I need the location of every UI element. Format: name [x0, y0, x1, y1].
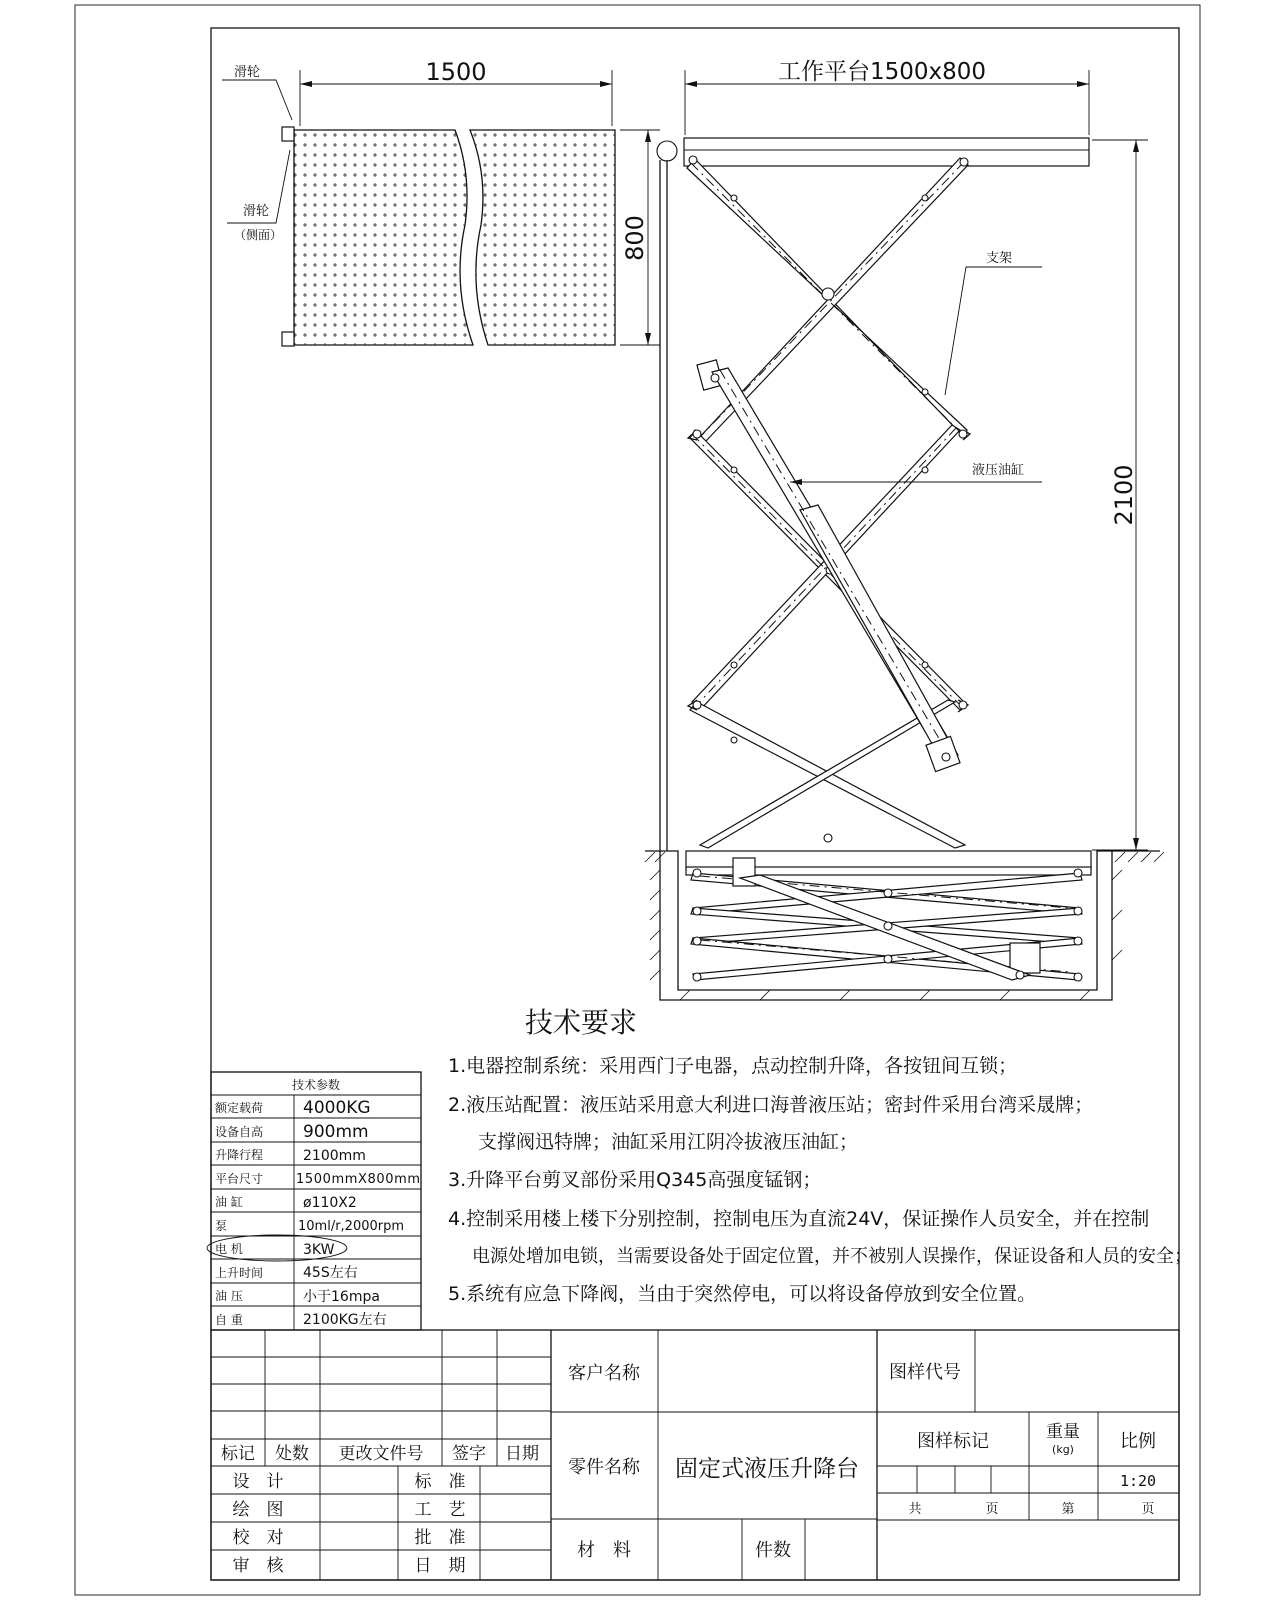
param-value-4: ø110X2 — [303, 1195, 357, 1211]
platform-left-half — [294, 130, 473, 345]
tech-line-2: 2.液压站配置：液压站采用意大利进口海普液压站；密封件采用台湾采晟牌； — [448, 1094, 1094, 1116]
param-label-1: 设备自高 — [215, 1125, 264, 1139]
tech-line-6: 电源处增加电锁，当需要设备处于固定位置，并不被别人误操作，保证设备和人员的安全； — [472, 1246, 1192, 1267]
plan-view — [222, 58, 660, 346]
sheet-label: 页 — [985, 1502, 999, 1517]
params-table — [207, 1072, 421, 1330]
role-right-3: 日 期 — [414, 1556, 466, 1576]
param-label-2: 升降行程 — [215, 1148, 264, 1162]
param-label-0: 额定载荷 — [215, 1101, 264, 1115]
quantity-label: 件数 — [755, 1540, 791, 1561]
weight-label: 重量 — [1046, 1422, 1080, 1442]
wheel-bottom — [282, 332, 294, 346]
tech-title: 技术要求 — [525, 1006, 638, 1039]
page-unit: 页 — [1141, 1502, 1155, 1517]
tech-line-3: 支撑阀迅特牌；油缸采用江阴冷拔液压油缸； — [478, 1131, 859, 1153]
dim-2100: 2100 — [1110, 464, 1138, 526]
param-value-5: 10ml/r,2000rpm — [298, 1219, 405, 1234]
dim-1500: 1500 — [425, 58, 487, 86]
customer-label: 客户名称 — [568, 1363, 640, 1384]
param-label-9: 自 重 — [215, 1313, 243, 1327]
param-label-8: 油 压 — [215, 1289, 243, 1303]
guide-wheel — [657, 141, 677, 161]
part-label: 零件名称 — [568, 1457, 640, 1478]
tech-line-7: 5.系统有应急下降阀，当由于突然停电，可以将设备停放到安全位置。 — [448, 1283, 1037, 1305]
part-name: 固定式液压升降台 — [675, 1456, 859, 1482]
drawing-mark-label: 图样标记 — [917, 1431, 989, 1452]
param-value-7: 45S左右 — [303, 1265, 358, 1281]
param-value-8: 小于16mpa — [303, 1289, 380, 1305]
title-block — [211, 1330, 1179, 1580]
material-label: 材 料 — [577, 1540, 631, 1561]
tech-line-5: 4.控制采用楼上楼下分别控制，控制电压为直流24V，保证操作人员安全，并在控制 — [448, 1208, 1150, 1230]
rev-header-4: 日期 — [505, 1444, 539, 1464]
role-left-1: 绘 图 — [232, 1500, 284, 1520]
tech-requirements — [448, 1006, 1192, 1305]
drawing-no-label: 图样代号 — [889, 1362, 961, 1383]
param-label-7: 上升时间 — [215, 1266, 264, 1280]
role-left-3: 审 核 — [232, 1556, 284, 1576]
param-label-3: 平台尺寸 — [215, 1172, 264, 1186]
role-right-0: 标 准 — [414, 1472, 466, 1492]
scale-label: 比例 — [1120, 1431, 1156, 1452]
work-platform — [684, 138, 1089, 166]
hydraulic-cylinder — [697, 360, 960, 772]
rev-header-3: 签字 — [452, 1444, 486, 1464]
rev-header-1: 处数 — [275, 1444, 309, 1464]
tech-line-1: 1.电器控制系统：采用西门子电器，点动控制升降，各按钮间互锁； — [448, 1055, 1018, 1077]
param-value-0: 4000KG — [303, 1098, 371, 1118]
param-value-6: 3KW — [303, 1242, 335, 1258]
cylinder-label: 液压油缸 — [972, 463, 1025, 478]
param-value-9: 2100KG左右 — [303, 1312, 387, 1328]
total-label: 共 — [908, 1502, 922, 1517]
param-label-6: 电 机 — [215, 1242, 243, 1256]
weight-unit: (kg) — [1052, 1443, 1074, 1456]
support-label: 支架 — [986, 251, 1013, 266]
pivot-pins — [689, 156, 968, 842]
dim-platform: 工作平台1500x800 — [777, 59, 987, 85]
param-label-5: 泵 — [215, 1219, 228, 1233]
page-label: 第 — [1061, 1502, 1075, 1517]
role-right-1: 工 艺 — [414, 1500, 466, 1520]
side-wheel-note: （侧面） — [234, 228, 283, 242]
platform-right-half — [470, 130, 615, 345]
side-wheel-label: 滑轮 — [243, 204, 270, 219]
param-label-4: 油 缸 — [215, 1195, 243, 1209]
wheel-top — [282, 127, 294, 141]
dim-800: 800 — [621, 215, 649, 261]
role-right-2: 批 准 — [414, 1528, 466, 1548]
tech-line-4: 3.升降平台剪叉部份采用Q345高强度锰钢； — [448, 1169, 822, 1191]
wheel-label: 滑轮 — [234, 65, 261, 80]
rev-header-0: 标记 — [221, 1444, 255, 1464]
scale-value: 1:20 — [1119, 1472, 1157, 1490]
role-left-2: 校 对 — [232, 1528, 284, 1548]
param-value-3: 1500mmX800mm — [296, 1172, 420, 1187]
param-value-1: 900mm — [303, 1122, 369, 1142]
param-value-2: 2100mm — [303, 1148, 366, 1164]
params-title: 技术参数 — [291, 1078, 341, 1092]
elevation-view — [645, 59, 1164, 1000]
rev-header-2: 更改文件号 — [338, 1444, 424, 1464]
role-left-0: 设 计 — [232, 1472, 284, 1492]
folded-scissors — [686, 851, 1091, 981]
